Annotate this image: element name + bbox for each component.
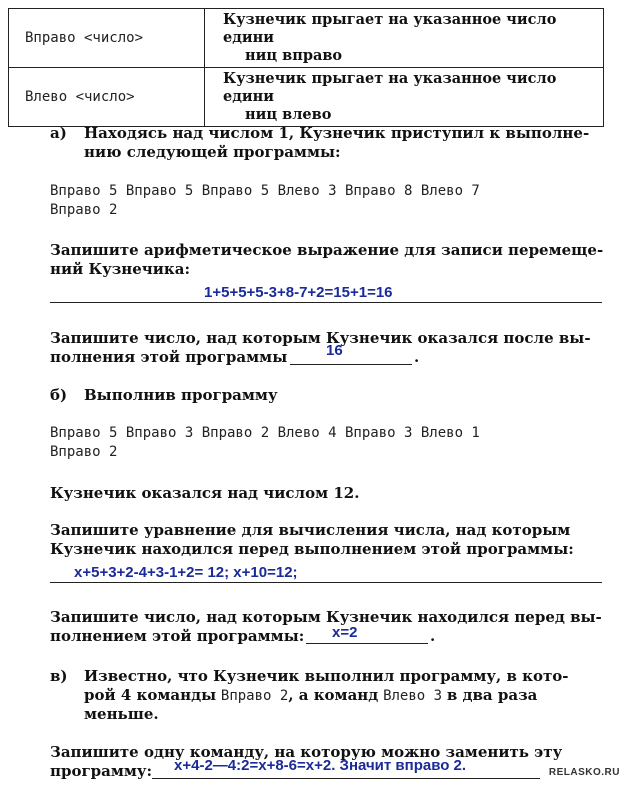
question-text: Кузнечик находился перед выполнением этой программы: — [50, 540, 574, 558]
description-cell — [205, 9, 604, 68]
part-a-intro: Находясь над числом 1, Кузнечик приступил к выполне- — [84, 124, 590, 142]
answer-line — [152, 778, 540, 779]
description-cell — [205, 68, 604, 127]
part-c-intro: , а команд — [288, 686, 379, 704]
part-c-intro: в два раза — [446, 686, 538, 704]
command-inline: Влево 3 — [383, 688, 443, 704]
description-line: ниц влево — [245, 106, 332, 123]
program-text: Вправо 2 — [50, 202, 118, 218]
command-cell: Вправо <число> — [9, 9, 205, 68]
part-b-label: б) — [50, 386, 68, 404]
handwritten-answer: 1+5+5+5-3+8-7+2=15+1=16 — [204, 284, 393, 301]
result-text: Кузнечик оказался над числом 12. — [50, 484, 360, 502]
punctuation: . — [414, 348, 420, 366]
program-text: Вправо 2 — [50, 444, 118, 460]
answer-line — [50, 302, 602, 303]
question-text: полнением этой программы: — [50, 627, 305, 645]
part-c-intro: рой 4 команды — [84, 686, 217, 704]
question-text: Запишите уравнение для вычисления числа, над которым — [50, 521, 571, 539]
handwritten-answer: x+4-2—4:2=x+8-6=x+2. Значит вправо 2. — [174, 757, 467, 774]
table-row — [9, 68, 604, 127]
description-line: Кузнечик прыгает на указанное число едини — [223, 70, 557, 105]
table-row — [9, 9, 604, 68]
description-line: Кузнечик прыгает на указанное число едини — [223, 11, 557, 46]
question-text: полнения этой программы — [50, 348, 288, 366]
question-text: Запишите арифметическое выражение для записи перемеще- — [50, 241, 604, 259]
question-text: программу: — [50, 762, 153, 780]
part-a-label: а) — [50, 124, 67, 142]
description-line: ниц вправо — [245, 47, 343, 64]
part-c-intro: меньше. — [84, 705, 159, 723]
command-table — [8, 8, 604, 127]
command-cell: Влево <число> — [9, 68, 205, 127]
part-c-label: в) — [50, 667, 68, 685]
question-text: ний Кузнечика: — [50, 260, 190, 278]
part-b-intro: Выполнив программу — [84, 386, 278, 404]
answer-line — [50, 582, 602, 583]
program-text: Вправо 5 Вправо 3 Вправо 2 Влево 4 Вправо 3 Влево 1 — [50, 425, 480, 441]
question-text: Запишите число, над которым Кузнечик оказался после вы- — [50, 329, 591, 347]
handwritten-answer: 16 — [326, 342, 343, 359]
answer-line — [290, 364, 412, 365]
question-text: Запишите число, над которым Кузнечик находился перед вы- — [50, 608, 602, 626]
part-c-intro: Известно, что Кузнечик выполнил программу, в кото- — [84, 667, 569, 685]
part-a-intro: нию следующей программы: — [84, 143, 341, 161]
part-c-intro-line — [84, 686, 537, 706]
watermark: RELASKO.RU — [548, 767, 620, 778]
handwritten-answer: x=2 — [332, 624, 358, 641]
handwritten-answer: x+5+3+2-4+3-1+2= 12; x+10=12; — [74, 564, 298, 581]
command-inline: Вправо 2 — [220, 688, 289, 704]
program-text: Вправо 5 Вправо 5 Вправо 5 Влево 3 Вправо 8 Влево 7 — [50, 183, 480, 199]
question-text: Запишите одну команду, на которую можно заменить эту — [50, 743, 563, 761]
answer-line — [306, 643, 428, 644]
punctuation: . — [430, 627, 436, 645]
